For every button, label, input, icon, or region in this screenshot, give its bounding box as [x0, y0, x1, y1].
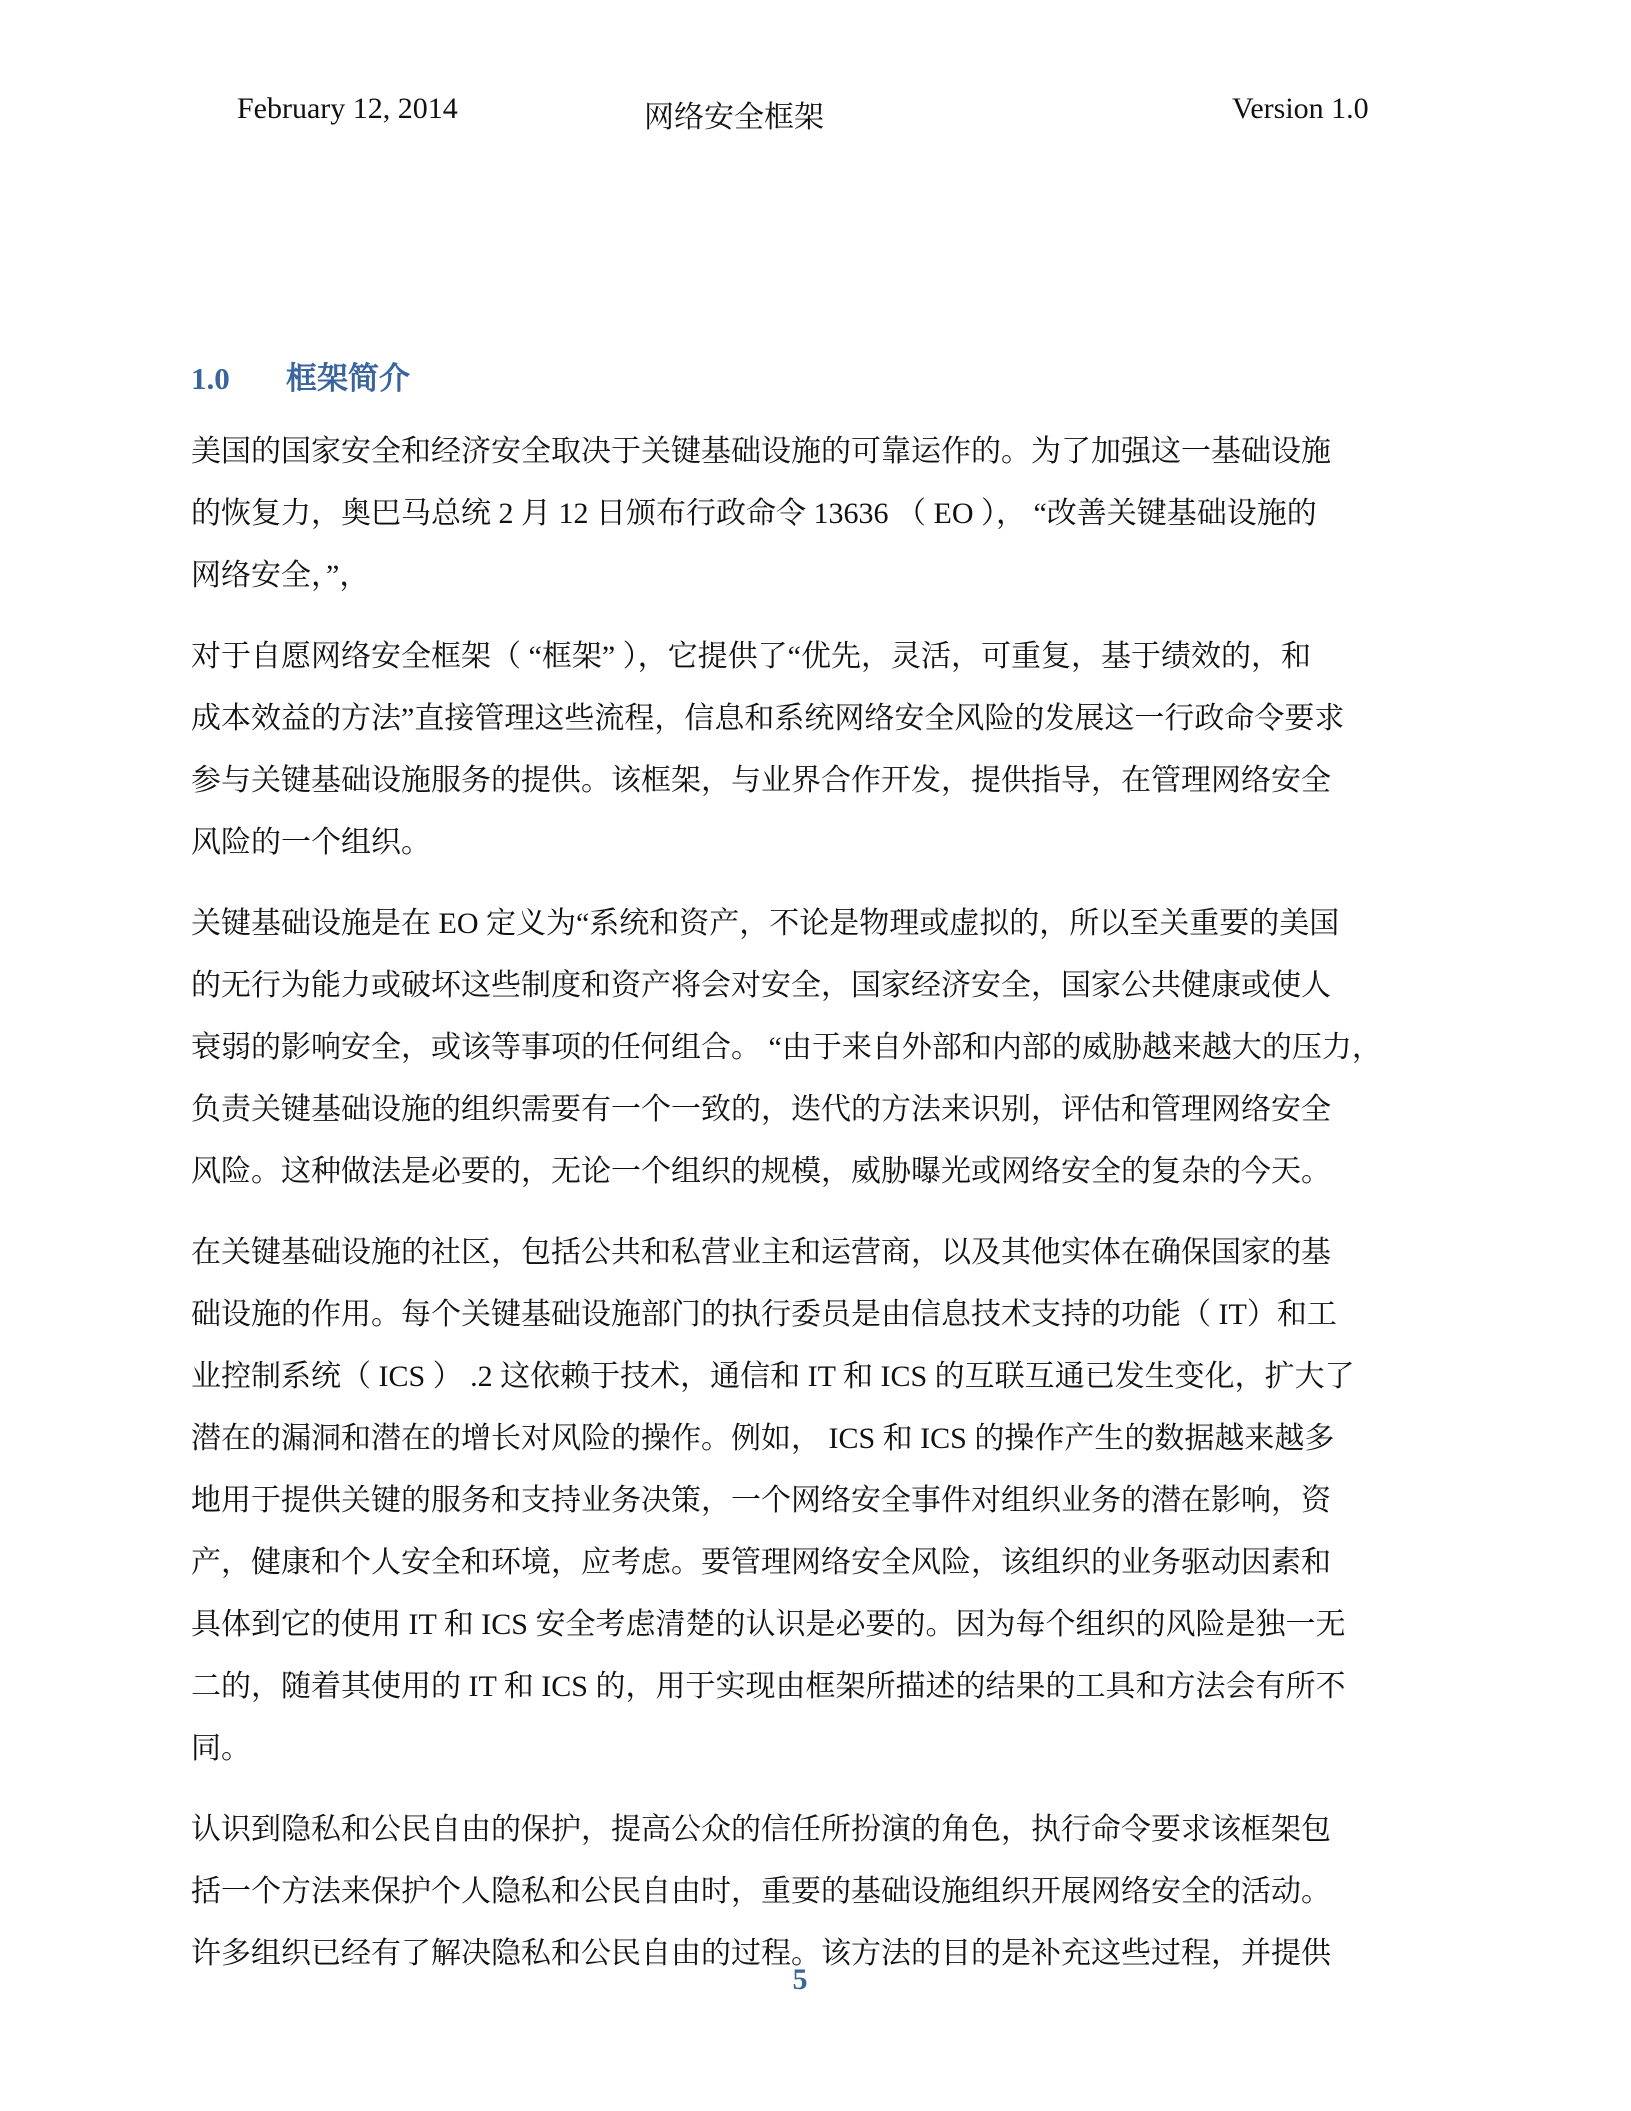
text-line: 关键基础设施是在 EO 定义为“系统和资产，不论是物理或虚拟的，所以至关重要的美国: [191, 907, 1340, 940]
text-line: 网络安全，”，: [191, 559, 370, 592]
header-version: Version 1.0: [1232, 92, 1369, 125]
paragraph: [191, 1228, 1451, 1786]
text-line: 同。: [191, 1732, 251, 1765]
section-heading: [191, 353, 410, 398]
text-line: 础设施的作用。每个关键基础设施部门的执行委员是由信息技术支持的功能（ IT）和工: [191, 1298, 1337, 1331]
paragraph: [191, 427, 1451, 613]
page-number: 5: [792, 1963, 808, 1996]
text-line: 产，健康和个人安全和环境，应考虑。要管理网络安全风险，该组织的业务驱动因素和: [191, 1546, 1331, 1579]
text-line: 参与关键基础设施服务的提供。该框架，与业界合作开发，提供指导，在管理网络安全: [191, 764, 1331, 797]
text-line: 业控制系统（ ICS ） .2 这依赖于技术，通信和 IT 和 ICS 的互联互通已发生变化，扩大了: [191, 1360, 1355, 1393]
text-line: 认识到隐私和公民自由的保护，提高公众的信任所扮演的角色，执行命令要求该框架包: [191, 1813, 1331, 1846]
text-line: 具体到它的使用 IT 和 ICS 安全考虑清楚的认识是必要的。因为每个组织的风险是独一无: [191, 1608, 1346, 1641]
section-number: 1.0: [191, 361, 230, 396]
text-line: 在关键基础设施的社区，包括公共和私营业主和运营商，以及其他实体在确保国家的基: [191, 1236, 1331, 1269]
text-line: 风险。这种做法是必要的，无论一个组织的规模，威胁曝光或网络安全的复杂的今天。: [191, 1155, 1331, 1188]
text-line: 许多组织已经有了解决隐私和公民自由的过程。该方法的目的是补充这些过程，并提供: [191, 1937, 1331, 1970]
page-header: [0, 92, 1631, 132]
text-line: 括一个方法来保护个人隐私和公民自由时，重要的基础设施组织开展网络安全的活动。: [191, 1875, 1331, 1908]
document-body: [191, 427, 1451, 2010]
text-line: 的恢复力，奥巴马总统 2 月 12 日颁布行政命令 13636 （ EO ）， “改善关键基础设施的: [191, 497, 1317, 530]
text-line: 风险的一个组织。: [191, 826, 431, 859]
text-line: 潜在的漏洞和潜在的增长对风险的操作。例如， ICS 和 ICS 的操作产生的数据越来越多: [191, 1422, 1335, 1455]
text-line: 地用于提供关键的服务和支持业务决策，一个网络安全事件对组织业务的潜在影响，资: [191, 1484, 1331, 1517]
text-line: 二的，随着其使用的 IT 和 ICS 的，用于实现由框架所描述的结果的工具和方法会有所不: [191, 1670, 1346, 1703]
text-line: 的无行为能力或破坏这些制度和资产将会对安全，国家经济安全，国家公共健康或使人: [191, 969, 1331, 1002]
header-title: 网络安全框架: [644, 101, 824, 134]
text-line: 美国的国家安全和经济安全取决于关键基础设施的可靠运作的。为了加强这一基础设施: [191, 435, 1331, 468]
text-line: 成本效益的方法”直接管理这些流程，信息和系统网络安全风险的发展这一行政命令要求: [191, 702, 1345, 735]
paragraph: [191, 632, 1451, 880]
section-title: 框架简介: [286, 361, 410, 396]
text-line: 衰弱的影响安全，或该等事项的任何组合。 “由于来自外部和内部的威胁越来越大的压力，: [191, 1031, 1382, 1064]
text-line: 对于自愿网络安全框架（ “框架” ），它提供了“优先，灵活，可重复，基于绩效的，和: [191, 640, 1311, 673]
text-line: 负责关键基础设施的组织需要有一个一致的，迭代的方法来识别，评估和管理网络安全: [191, 1093, 1331, 1126]
paragraph: [191, 899, 1451, 1209]
header-date: February 12, 2014: [237, 92, 458, 125]
